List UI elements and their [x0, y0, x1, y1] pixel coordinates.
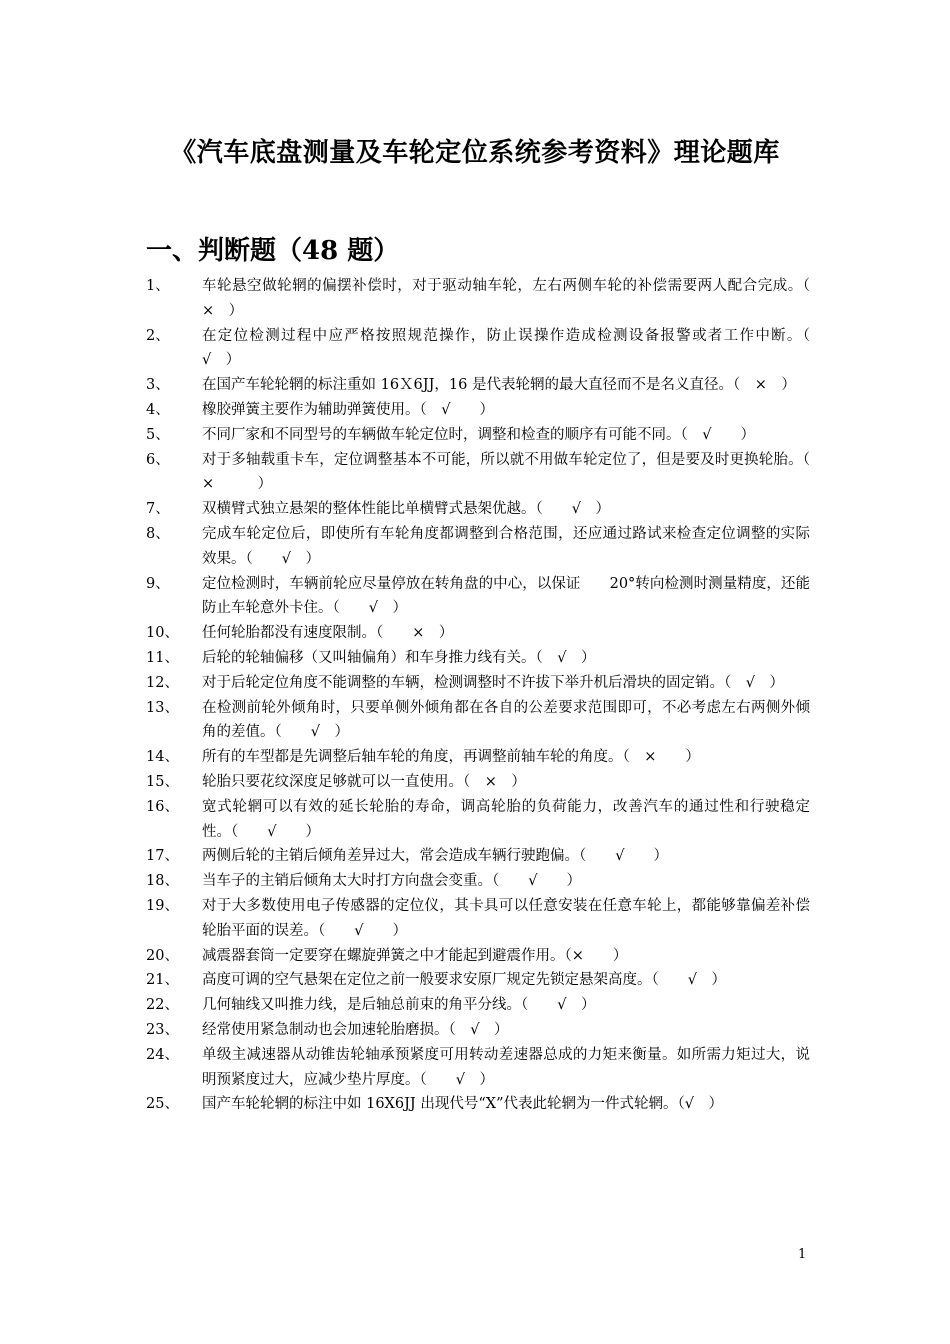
question-item: [146, 448, 825, 498]
question-item: [146, 1092, 810, 1117]
question-number: 12、: [146, 674, 179, 691]
question-number: 2、: [146, 327, 170, 344]
question-text: 宽式轮辋可以有效的延长轮胎的寿命，调高轮胎的负荷能力，改善汽车的通过性和行驶稳定性。（ √ ）: [202, 798, 810, 840]
question-number: 19、: [146, 897, 179, 914]
question-text: 高度可调的空气悬架在定位之前一般要求安原厂规定先锁定悬架高度。（ √ ）: [202, 972, 726, 989]
question-item: [146, 373, 810, 398]
question-text: 经常使用紧急制动也会加速轮胎磨损。（ √ ）: [202, 1021, 509, 1038]
question-text: 当车子的主销后倾角太大时打方向盘会变重。（ √ ）: [202, 873, 581, 890]
question-item: [146, 1018, 810, 1043]
question-item: [146, 1043, 810, 1093]
question-number: 4、: [146, 401, 170, 418]
question-text: 单级主减速器从动锥齿轮轴承预紧度可用转动差速器总成的力矩来衡量。如所需力矩过大，说明预紧度过大，应减少垫片厚度。（ √ ）: [202, 1046, 810, 1088]
question-text: 后轮的轮轴偏移（又叫轴偏角）和车身推力线有关。（ √ ）: [202, 649, 596, 666]
question-text: 两侧后轮的主销后倾角差异过大，常会造成车辆行驶跑偏。（ √ ）: [202, 848, 668, 865]
question-number: 17、: [146, 848, 179, 865]
question-number: 13、: [146, 699, 179, 716]
question-item: [146, 646, 810, 671]
question-number: 14、: [146, 749, 179, 766]
question-text: 完成车轮定位后，即使所有车轮角度都调整到合格范围，还应通过路试来检查定位调整的实际效果。（ √ ）: [202, 525, 810, 567]
question-item: [146, 869, 810, 894]
question-item: [146, 522, 810, 572]
question-text: 在检测前轮外倾角时，只要单侧外倾角都在各自的公差要求范围即可，不必考虑左右两侧外倾角的差值。（ √ ）: [202, 699, 810, 741]
question-item: [146, 795, 810, 845]
question-text: 对于多轴载重卡车，定位调整基本不可能，所以就不用做车轮定位了，但是要及时更换轮胎。（ × ）: [202, 451, 825, 493]
question-number: 23、: [146, 1021, 179, 1038]
question-item: [146, 398, 810, 423]
question-number: 16、: [146, 798, 179, 815]
question-text: 橡胶弹簧主要作为辅助弹簧使用。（ √ ）: [202, 401, 494, 418]
question-number: 20、: [146, 947, 179, 964]
section-title: 一、判断题（48 题）: [146, 236, 400, 266]
question-item: [146, 944, 810, 969]
question-item: [146, 324, 839, 374]
question-text: 所有的车型都是先调整后轴车轮的角度，再调整前轴车轮的角度。（ × ）: [202, 749, 700, 766]
question-number: 8、: [146, 525, 170, 542]
question-text: 几何轴线又叫推力线，是后轴总前束的角平分线。（ √ ）: [202, 997, 596, 1014]
question-item: [146, 621, 810, 646]
question-text: 对于大多数使用电子传感器的定位仪，其卡具可以任意安装在任意车轮上，都能够靠偏差补偿轮胎平面的误差。（ √ ）: [202, 897, 810, 939]
question-text: 车轮悬空做轮辋的偏摆补偿时，对于驱动轴车轮，左右两侧车轮的补偿需要两人配合完成。（ × ）: [202, 278, 825, 319]
question-text: 在定位检测过程中应严格按照规范操作，防止误操作造成检测设备报警或者工作中断。（ √ ）: [202, 327, 839, 369]
question-number: 10、: [146, 625, 179, 642]
question-number: 24、: [146, 1046, 179, 1063]
question-text: 定位检测时，车辆前轮应尽量停放在转角盘的中心，以保证 20°转向检测时测量精度，还能防止车轮意外卡住。（ √ ）: [202, 575, 810, 617]
question-number: 9、: [146, 575, 170, 592]
question-number: 3、: [146, 377, 170, 394]
question-number: 7、: [146, 501, 170, 518]
question-text: 双横臂式独立悬架的整体性能比单横臂式悬架优越。（ √ ）: [202, 501, 610, 518]
question-item: [146, 671, 810, 696]
question-item: [146, 572, 810, 622]
question-item: [146, 894, 810, 944]
question-number: 15、: [146, 773, 179, 790]
question-text: 对于后轮定位角度不能调整的车辆，检测调整时不许拔下举升机后滑块的固定销。（ √ ）: [202, 674, 784, 691]
question-item: [146, 497, 810, 522]
question-item: [146, 968, 810, 993]
question-item: [146, 844, 810, 869]
question-number: 5、: [146, 426, 170, 443]
question-text: 轮胎只要花纹深度足够就可以一直使用。（ × ）: [202, 773, 526, 790]
question-item: [146, 993, 810, 1018]
question-number: 6、: [146, 451, 170, 468]
document-title: 《汽车底盘测量及车轮定位系统参考资料》理论题库: [170, 138, 780, 168]
page-number: 1: [798, 1247, 807, 1262]
question-text: 减震器套筒一定要穿在螺旋弹簧之中才能起到避震作用。（× ）: [202, 947, 628, 964]
question-text: 任何轮胎都没有速度限制。（ × ）: [202, 625, 454, 642]
question-number: 22、: [146, 997, 179, 1014]
question-text: 在国产车轮轮辋的标注重如 16Ｘ6JJ，16 是代表轮辋的最大直径而不是名义直径。（ × ）: [202, 377, 796, 394]
question-item: [146, 274, 825, 324]
question-text: 国产车轮轮辋的标注中如 16X6JJ 出现代号“X”代表此轮辋为一件式轮辋。（√ ）: [202, 1096, 723, 1113]
question-text: 不同厂家和不同型号的车辆做车轮定位时，调整和检查的顺序有可能不同。（ √ ）: [202, 426, 755, 443]
question-item: [146, 745, 810, 770]
question-number: 18、: [146, 873, 179, 890]
question-number: 1、: [146, 278, 170, 294]
question-list: [146, 274, 839, 1117]
question-number: 21、: [146, 972, 179, 989]
question-number: 11、: [146, 649, 179, 666]
question-item: [146, 696, 810, 746]
question-item: [146, 770, 810, 795]
question-number: 25、: [146, 1096, 179, 1113]
question-item: [146, 423, 810, 448]
